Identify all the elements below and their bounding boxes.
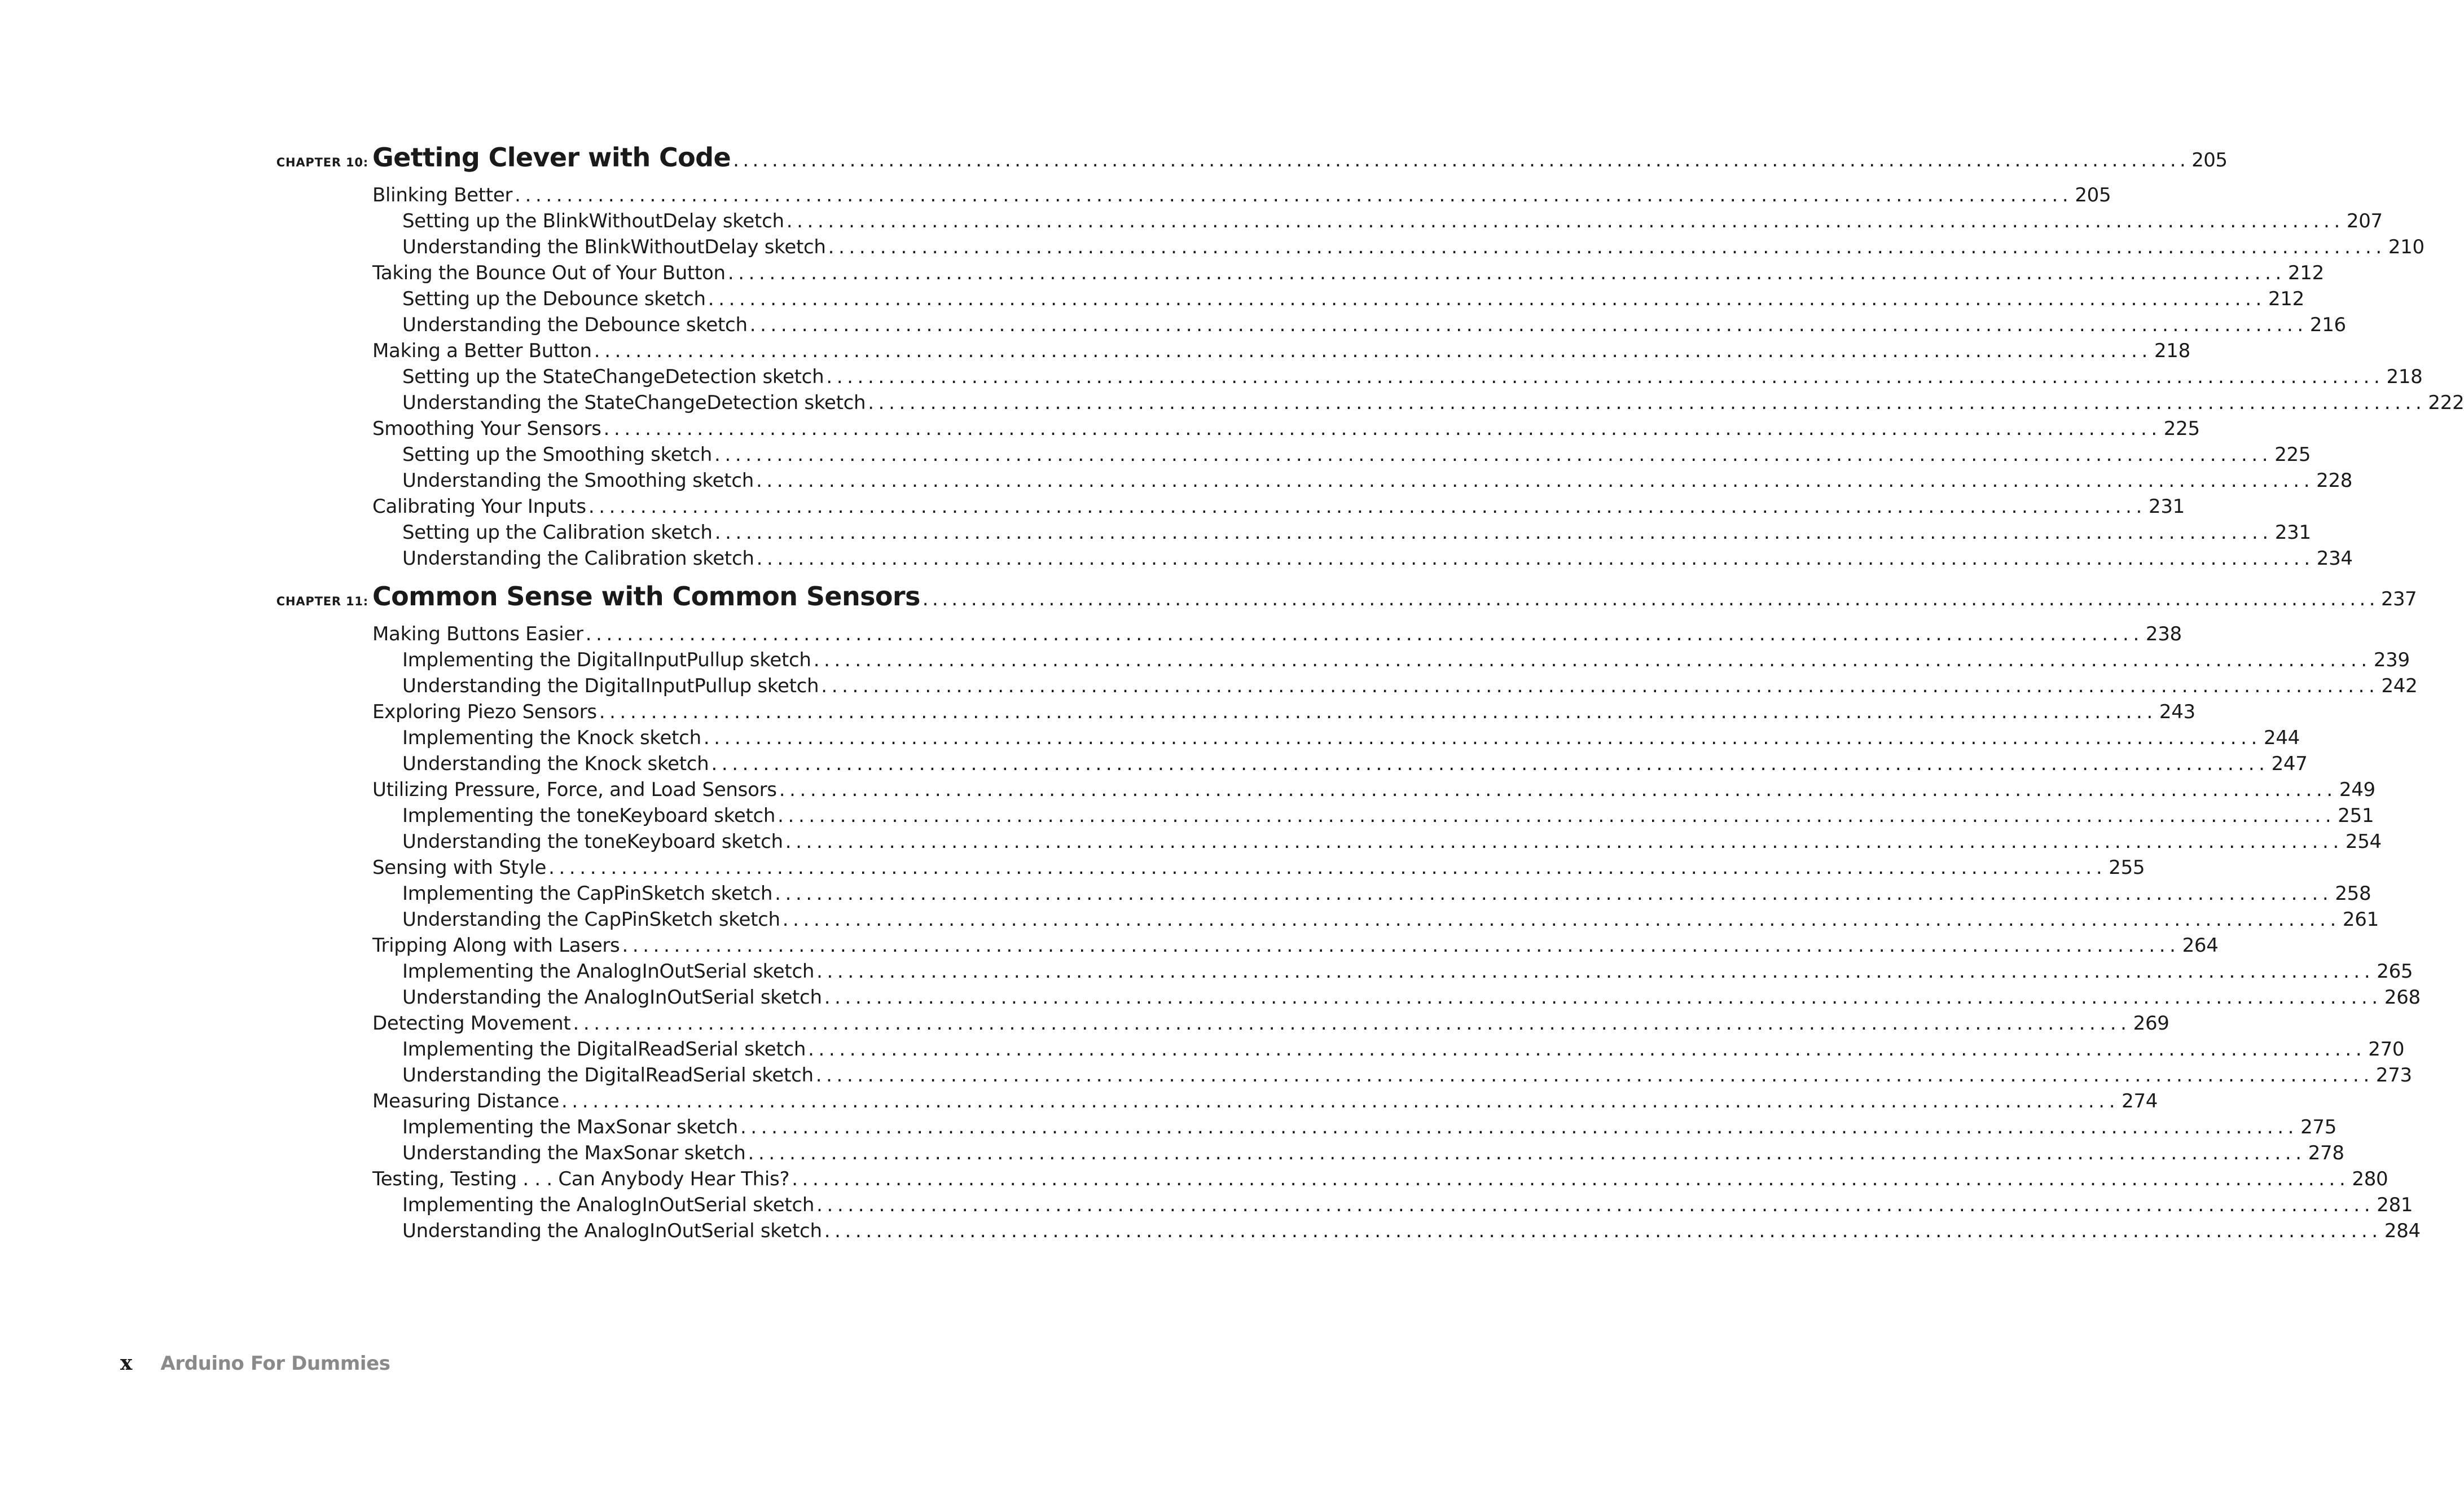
entry-title: Setting up the BlinkWithoutDelay sketch — [402, 210, 784, 232]
dot-leader: ...................................................................................................................................................... — [779, 779, 2337, 801]
toc-entry[interactable] — [402, 804, 2374, 827]
entry-title: Understanding the toneKeyboard sketch — [402, 830, 783, 853]
entry-title: Utilizing Pressure, Force, and Load Sensors — [372, 779, 777, 801]
toc-entry[interactable] — [372, 495, 2185, 518]
dot-leader: ...................................................................................................................................................... — [515, 184, 2073, 206]
dot-leader: ...................................................................................................................................................... — [585, 623, 2144, 645]
dot-leader: ...................................................................................................................................................... — [599, 701, 2157, 723]
dot-leader: ...................................................................................................................................................... — [603, 417, 2162, 440]
toc-entry[interactable] — [402, 675, 2418, 697]
dot-leader: ...................................................................................................................................................... — [748, 1142, 2306, 1164]
entry-page-number: 247 — [2271, 753, 2308, 775]
entry-page-number: 274 — [2122, 1090, 2158, 1113]
entry-page-number: 265 — [2377, 960, 2413, 983]
toc-entry[interactable] — [402, 1220, 2421, 1242]
dot-leader: ...................................................................................................................................................... — [782, 908, 2340, 931]
chapter-10-heading — [0, 142, 2228, 176]
entry-page-number: 261 — [2342, 908, 2379, 931]
entry-page-number: 216 — [2309, 314, 2346, 336]
chapter-title: Getting Clever with Code — [372, 142, 731, 173]
dot-leader: ...................................................................................................................................................... — [816, 960, 2375, 983]
toc-entry[interactable] — [402, 469, 2353, 492]
dot-leader: ...................................................................................................................................................... — [778, 804, 2336, 827]
entry-page-number: 218 — [2154, 340, 2190, 362]
dot-leader: ...................................................................................................................................................... — [828, 236, 2386, 258]
entry-title: Understanding the StateChangeDetection sketch — [402, 392, 866, 414]
entry-page-number: 205 — [2075, 184, 2111, 206]
entry-title: Blinking Better — [372, 184, 513, 206]
dot-leader: ...................................................................................................................................................... — [622, 934, 2180, 957]
entry-page-number: 210 — [2388, 236, 2425, 258]
dot-leader: ...................................................................................................................................................... — [792, 1168, 2350, 1190]
entry-title: Understanding the MaxSonar sketch — [402, 1142, 746, 1164]
entry-page-number: 238 — [2145, 623, 2182, 645]
toc-entry[interactable] — [402, 392, 2464, 414]
entry-title: Understanding the BlinkWithoutDelay sketch — [402, 236, 826, 258]
entry-title: Setting up the StateChangeDetection sketch — [402, 366, 824, 388]
entry-page-number: 242 — [2381, 675, 2418, 697]
toc-entry[interactable] — [402, 210, 2383, 232]
entry-page-number: 225 — [2163, 417, 2200, 440]
entry-title: Implementing the AnalogInOutSerial sketch — [402, 960, 815, 983]
entry-page-number: 228 — [2316, 469, 2353, 492]
entry-title: Implementing the CapPinSketch sketch — [402, 882, 773, 905]
entry-title: Understanding the Knock sketch — [402, 753, 709, 775]
toc-entry[interactable] — [372, 417, 2200, 440]
toc-entry[interactable] — [402, 443, 2311, 466]
toc-entry[interactable] — [372, 623, 2182, 645]
dot-leader: ...................................................................................................................................................... — [561, 1090, 2120, 1113]
toc-entry[interactable] — [402, 1116, 2337, 1138]
dot-leader: ...................................................................................................................................................... — [785, 830, 2343, 853]
dot-leader: ...................................................................................................................................................... — [756, 547, 2314, 570]
toc-entry[interactable] — [402, 986, 2421, 1009]
dot-leader: ...................................................................................................................................................... — [824, 1220, 2382, 1242]
entry-title: Testing, Testing . . . Can Anybody Hear This? — [372, 1168, 790, 1190]
toc-entry[interactable] — [372, 1090, 2158, 1113]
entry-title: Exploring Piezo Sensors — [372, 701, 597, 723]
dot-leader: ...................................................................................................................................................... — [548, 856, 2107, 879]
dot-leader: ...................................................................................................................................................... — [749, 314, 2308, 336]
toc-entry[interactable] — [402, 960, 2413, 983]
toc-entry[interactable] — [402, 236, 2425, 258]
entry-title: Understanding the AnalogInOutSerial sketch — [402, 1220, 822, 1242]
toc-entry[interactable] — [402, 830, 2382, 853]
toc-entry[interactable] — [402, 366, 2423, 388]
chapter-page-number: 237 — [2380, 588, 2417, 610]
toc-entry[interactable] — [402, 908, 2379, 931]
toc-entry[interactable] — [402, 727, 2300, 749]
entry-title: Measuring Distance — [372, 1090, 559, 1113]
toc-entry[interactable] — [372, 1012, 2169, 1035]
entry-page-number: 268 — [2384, 986, 2421, 1009]
chapter-11-heading — [0, 581, 2417, 615]
entry-page-number: 249 — [2339, 779, 2375, 801]
toc-entry[interactable] — [372, 262, 2324, 284]
entry-title: Sensing with Style — [372, 856, 547, 879]
dot-leader: ...................................................................................................................................................... — [786, 210, 2344, 232]
entry-page-number: 234 — [2316, 547, 2353, 570]
entry-title: Setting up the Calibration sketch — [402, 521, 713, 544]
running-book-title: Arduino For Dummies — [160, 1352, 390, 1375]
entry-title: Understanding the Debounce sketch — [402, 314, 748, 336]
entry-title: Setting up the Debounce sketch — [402, 288, 706, 310]
dot-leader: ...................................................................................................................................................... — [816, 1194, 2375, 1216]
toc-entry[interactable] — [402, 649, 2410, 671]
entry-page-number: 270 — [2368, 1038, 2405, 1061]
entry-page-number: 218 — [2386, 366, 2423, 388]
entry-page-number: 255 — [2109, 856, 2145, 879]
dot-leader: ...................................................................................................................................................... — [868, 392, 2426, 414]
entry-page-number: 254 — [2345, 830, 2382, 853]
entry-title: Implementing the AnalogInOutSerial sketch — [402, 1194, 815, 1216]
chapter-label: CHAPTER 11: — [276, 595, 368, 608]
dot-leader: ...................................................................................................................................................... — [703, 727, 2261, 749]
entry-title: Understanding the Calibration sketch — [402, 547, 754, 570]
page-footer — [120, 1351, 390, 1375]
entry-page-number: 225 — [2274, 443, 2311, 466]
entry-title: Understanding the Smoothing sketch — [402, 469, 754, 492]
dot-leader: ...................................................................................................................................................... — [824, 986, 2382, 1009]
toc-entry[interactable] — [372, 856, 2145, 879]
chapter-10 — [0, 142, 2464, 571]
entry-page-number: 258 — [2335, 882, 2371, 905]
toc-entry[interactable] — [402, 1194, 2413, 1216]
entry-title: Understanding the AnalogInOutSerial sketch — [402, 986, 822, 1009]
entry-page-number: 264 — [2182, 934, 2219, 957]
entry-title: Implementing the DigitalReadSerial sketch — [402, 1038, 806, 1061]
toc-entry[interactable] — [402, 314, 2346, 336]
entry-title: Implementing the toneKeyboard sketch — [402, 804, 776, 827]
dot-leader: ...................................................................................................................................................... — [588, 495, 2146, 518]
dot-leader: ...................................................................................................................................................... — [733, 149, 2190, 172]
toc-entry[interactable] — [372, 1168, 2388, 1190]
toc-entry[interactable] — [372, 934, 2219, 957]
dot-leader: ...................................................................................................................................................... — [813, 649, 2371, 671]
dot-leader: ...................................................................................................................................................... — [821, 675, 2379, 697]
toc-entry[interactable] — [402, 547, 2353, 570]
dot-leader: ...................................................................................................................................................... — [708, 288, 2266, 310]
entry-title: Understanding the DigitalInputPullup sketch — [402, 675, 819, 697]
entry-title: Implementing the Knock sketch — [402, 727, 701, 749]
entry-title: Understanding the DigitalReadSerial sketch — [402, 1064, 814, 1087]
chapter-title-line[interactable] — [372, 581, 2417, 612]
page-folio: x — [120, 1351, 133, 1375]
dot-leader: ...................................................................................................................................................... — [775, 882, 2333, 905]
entry-page-number: 284 — [2384, 1220, 2421, 1242]
entry-page-number: 212 — [2287, 262, 2324, 284]
dot-leader: ...................................................................................................................................................... — [808, 1038, 2366, 1061]
entry-page-number: 251 — [2338, 804, 2374, 827]
entry-title: Implementing the MaxSonar sketch — [402, 1116, 738, 1138]
entry-page-number: 244 — [2263, 727, 2300, 749]
entry-page-number: 239 — [2373, 649, 2410, 671]
entry-title: Smoothing Your Sensors — [372, 417, 601, 440]
entry-page-number: 280 — [2352, 1168, 2388, 1190]
toc-entry[interactable] — [402, 1142, 2344, 1164]
entry-page-number: 231 — [2274, 521, 2311, 544]
dot-leader: ...................................................................................................................................................... — [727, 262, 2286, 284]
entry-page-number: 269 — [2133, 1012, 2169, 1035]
entry-page-number: 273 — [2375, 1064, 2412, 1087]
chapter-title: Common Sense with Common Sensors — [372, 581, 920, 612]
dot-leader: ...................................................................................................................................................... — [815, 1064, 2374, 1087]
dot-leader: ...................................................................................................................................................... — [714, 443, 2273, 466]
dot-leader: ...................................................................................................................................................... — [714, 521, 2273, 544]
entry-page-number: 222 — [2428, 392, 2464, 414]
entry-title: Detecting Movement — [372, 1012, 571, 1035]
chapter-title-line[interactable] — [372, 142, 2228, 173]
toc-entry[interactable] — [402, 1064, 2412, 1087]
toc-entry[interactable] — [402, 882, 2371, 905]
entry-title: Tripping Along with Lasers — [372, 934, 620, 957]
entry-title: Making a Better Button — [372, 340, 592, 362]
chapter-page-number: 205 — [2191, 149, 2228, 172]
entry-title: Setting up the Smoothing sketch — [402, 443, 713, 466]
dot-leader: ...................................................................................................................................................... — [594, 340, 2152, 362]
entry-page-number: 243 — [2159, 701, 2195, 723]
toc-entry[interactable] — [402, 753, 2308, 775]
dot-leader: ...................................................................................................................................................... — [711, 753, 2269, 775]
chapter-label: CHAPTER 10: — [276, 156, 368, 169]
entry-page-number: 278 — [2308, 1142, 2344, 1164]
entry-title: Calibrating Your Inputs — [372, 495, 586, 518]
entry-title: Understanding the CapPinSketch sketch — [402, 908, 780, 931]
toc-entry[interactable] — [402, 521, 2311, 544]
dot-leader: ...................................................................................................................................................... — [826, 366, 2384, 388]
entry-page-number: 231 — [2148, 495, 2185, 518]
toc-entry[interactable] — [402, 1038, 2405, 1061]
dot-leader: ...................................................................................................................................................... — [740, 1116, 2299, 1138]
dot-leader: ...................................................................................................................................................... — [573, 1012, 2131, 1035]
toc-entry[interactable] — [372, 340, 2190, 362]
toc-entry[interactable] — [372, 184, 2111, 206]
entry-page-number: 207 — [2346, 210, 2383, 232]
entry-page-number: 281 — [2377, 1194, 2413, 1216]
entry-page-number: 212 — [2268, 288, 2304, 310]
entry-title: Implementing the DigitalInputPullup sketch — [402, 649, 811, 671]
chapter-11 — [0, 581, 2421, 1247]
toc-entry[interactable] — [402, 288, 2304, 310]
dot-leader: ...................................................................................................................................................... — [756, 469, 2314, 492]
toc-entry[interactable] — [372, 701, 2195, 723]
entry-page-number: 275 — [2300, 1116, 2337, 1138]
dot-leader: ...................................................................................................................................................... — [922, 588, 2379, 610]
toc-entry[interactable] — [372, 779, 2375, 801]
entry-title: Taking the Bounce Out of Your Button — [372, 262, 726, 284]
entry-title: Making Buttons Easier — [372, 623, 583, 645]
